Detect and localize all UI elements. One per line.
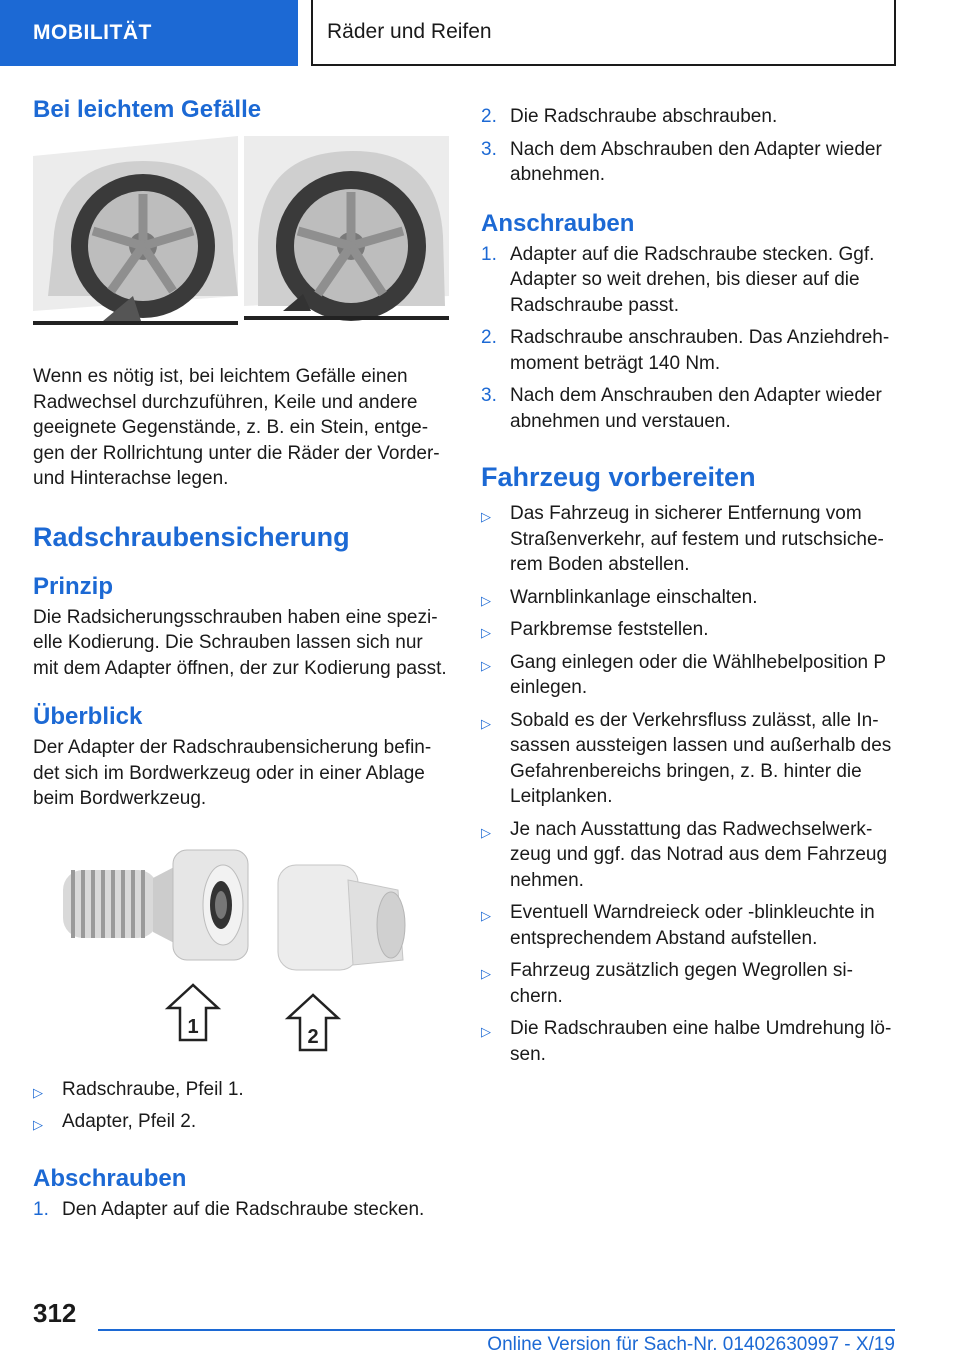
list-item: 1. Den Adapter auf die Radschraube stecken.	[33, 1198, 425, 1220]
list-item: ▷ Adapter, Pfeil 2.	[33, 1109, 449, 1135]
triangle-bullet-icon: ▷	[481, 625, 491, 640]
list-item: ▷ Sobald es der Verkehrsfluss zulässt, alle Insassen aussteigen lassen und außerhalb des Gefahrenbereichs bringen, z. B. hinter die Leitplanken.	[481, 709, 892, 807]
triangle-bullet-icon: ▷	[481, 966, 491, 981]
list-item: ▷ Warnblinkanlage einschalten.	[481, 585, 895, 611]
heading-prinzip: Prinzip	[33, 572, 114, 600]
list-item: ▷ Die Radschrauben eine halbe Umdrehung lösen.	[481, 1018, 892, 1065]
figure-wheel-bolt-adapter	[33, 840, 449, 1055]
list-item: ▷ Radschraube, Pfeil 1.	[33, 1077, 449, 1103]
arrow-2	[288, 995, 338, 1050]
triangle-bullet-icon: ▷	[481, 657, 491, 673]
arrow-1	[168, 985, 218, 1040]
rear-wheel-panel	[244, 136, 449, 321]
list-item: 1. Adapter auf die Radschraube stecken. Ggf. Adapter so weit drehen, bis dieser auf die Radschraube passt.	[481, 243, 875, 316]
heading-anschrauben: Anschrauben	[481, 209, 635, 237]
footer-online-version: Online Version für Sach-Nr. 01402630997 - X/19	[487, 1334, 895, 1355]
preparation-list	[481, 501, 895, 1067]
paragraph-gefaelle: Wenn es nötig ist, bei leichtem Gefälle einen Radwechsel durchzuführen, Keile und andere geeignete Gegenstände, z. B. ein Stein, entgegen der Rollrichtung unter die Räder der Vorder- und Hinterachse legen.	[33, 366, 440, 489]
front-wheel-panel	[33, 136, 238, 325]
paragraph-ueberblick: Der Adapter der Radschraubensicherung befindet sich im Bordwerkzeug oder in einer Ablage beim Bordwerkzeug.	[33, 737, 432, 809]
list-item: ▷ Gang einlegen oder die Wählhebelposition P einlegen.	[481, 651, 886, 698]
right-column	[481, 104, 895, 1074]
list-item: 2. Die Radschraube abschrauben.	[481, 106, 778, 127]
list-item: 3. Nach dem Anschrauben den Adapter wieder abnehmen und verstauen.	[481, 385, 882, 432]
steps-anschrauben	[481, 242, 895, 435]
arrow-label-2: 2	[307, 1025, 319, 1048]
header-section-tab	[0, 0, 298, 66]
arrow-label-1: 1	[187, 1015, 199, 1038]
heading-radschraubensicherung: Radschraubensicherung	[33, 521, 350, 552]
steps-abschrauben-cont	[481, 104, 895, 188]
header-section-title: MOBILITÄT	[33, 21, 152, 44]
left-column	[33, 96, 449, 1229]
list-item: 2. Radschraube anschrauben. Das Anziehdrehmoment beträgt 140 Nm.	[481, 327, 890, 374]
triangle-bullet-icon: ▷	[481, 509, 491, 524]
list-item: ▷ Je nach Ausstattung das Radwechselwerkzeug und ggf. das Notrad aus dem Fahrzeug nehmen.	[481, 818, 888, 891]
triangle-bullet-icon: ▷	[33, 1117, 43, 1132]
triangle-bullet-icon: ▷	[481, 592, 491, 608]
list-item: ▷ Das Fahrzeug in sicherer Entfernung vom Straßenverkehr, auf festem und rutschsicherem Boden abstellen.	[481, 503, 884, 575]
triangle-bullet-icon: ▷	[481, 824, 491, 840]
header-chapter-tab	[311, 0, 896, 66]
paragraph-prinzip: Die Radsicherungsschrauben haben eine spezielle Kodierung. Die Schrauben lassen sich nur mit dem Adapter öffnen, der zur Kodierung passt.	[33, 606, 447, 679]
adapter-illustration	[278, 865, 405, 970]
list-item: ▷ Parkbremse feststellen.	[481, 617, 895, 643]
heading-gefaelle: Bei leichtem Gefälle	[33, 96, 262, 123]
triangle-bullet-icon: ▷	[33, 1084, 43, 1100]
heading-fahrzeug-vorbereiten: Fahrzeug vorbereiten	[481, 462, 756, 492]
figure-legend-list	[33, 1077, 449, 1135]
list-item: 3. Nach dem Abschrauben den Adapter wieder abnehmen.	[481, 138, 882, 185]
footer-divider	[98, 1329, 895, 1331]
page-number: 312	[33, 1298, 77, 1328]
figure-wheels-on-slope	[33, 136, 449, 336]
heading-abschrauben: Abschrauben	[33, 1164, 187, 1192]
wheel-bolt-illustration	[63, 850, 248, 960]
list-item: ▷ Fahrzeug zusätzlich gegen Wegrollen sichern.	[481, 960, 853, 1007]
triangle-bullet-icon: ▷	[481, 715, 491, 731]
list-item: ▷ Eventuell Warndreieck oder -blinkleuchte in entsprechendem Abstand aufstellen.	[481, 902, 875, 949]
triangle-bullet-icon: ▷	[481, 908, 491, 923]
header-chapter-title: Räder und Reifen	[327, 20, 492, 43]
steps-abschrauben	[33, 1197, 449, 1223]
triangle-bullet-icon: ▷	[481, 1024, 491, 1039]
heading-ueberblick: Überblick	[33, 703, 143, 730]
